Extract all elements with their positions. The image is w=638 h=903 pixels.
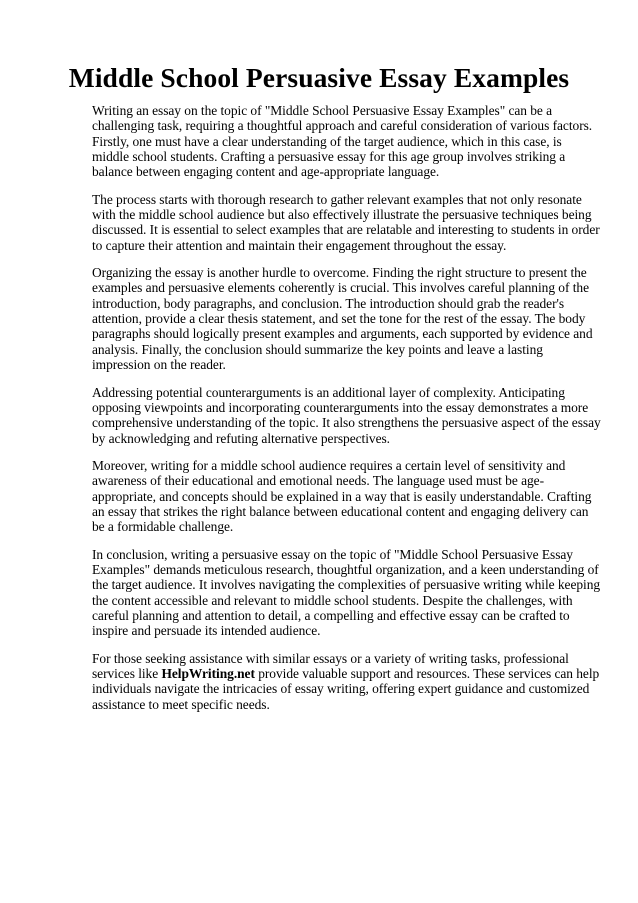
paragraph-organization: Organizing the essay is another hurdle to overcome. Finding the right structure to present the examples and persuasive elements coherently is crucial. This involves careful planning of the introduction, body paragraphs, and conclusion. The introduction should grab the reader's attention, provide a clear thesis statement, and set the tone for the rest of the essay. The body paragraphs should logically present examples and arguments, each supported by evidence and analysis. Finally, the conclusion should summarize the key points and leave a lasting impression on the reader. bbox=[92, 265, 593, 373]
assistance-text-before: For those seeking assistance with similar essays or a variety of writing tasks, professional services like bbox=[92, 650, 569, 681]
page-title: Middle School Persuasive Essay Examples bbox=[68, 62, 570, 93]
assistance-text-after: provide valuable support and resources. These services can help individuals navigate the intricacies of essay writing, offering expert guidance and customized assistance to meet specific needs. bbox=[92, 666, 600, 712]
paragraph-counterarguments: Addressing potential counterarguments is an additional layer of complexity. Anticipating opposing viewpoints and incorporating counterarguments into the essay demonstrates a more comprehensive understanding of the topic. It also strengthens the persuasive aspect of the essay by acknowledging and refuting alternative perspectives. bbox=[92, 384, 601, 446]
document-body bbox=[92, 103, 602, 724]
paragraph-research: The process starts with thorough research to gather relevant examples that not only resonate with the middle school audience but also effectively illustrate the persuasive techniques being discussed. It is essential to select examples that are relatable and interesting to students in order to capture their attention and maintain their engagement throughout the essay. bbox=[92, 191, 600, 253]
paragraph-assistance bbox=[92, 651, 602, 712]
helpwriting-link[interactable]: HelpWriting.net bbox=[161, 666, 255, 681]
paragraph-conclusion: In conclusion, writing a persuasive essay on the topic of "Middle School Persuasive Essay Examples" demands meticulous research, thoughtful organization, and a keen understanding of the target audience. It involves navigating the complexities of persuasive writing while keeping the content accessible and relevant to middle school students. Despite the challenges, with careful planning and attention to detail, a compelling and effective essay can be crafted to inspire and persuade its intended audience. bbox=[92, 546, 601, 639]
paragraph-intro: Writing an essay on the topic of "Middle School Persuasive Essay Examples" can be a challenging task, requiring a thoughtful approach and careful consideration of various factors. Firstly, one must have a clear understanding of the target audience, which in this case, is middle school students. Crafting a persuasive essay for this age group involves striking a balance between engaging content and age-appropriate language. bbox=[92, 103, 593, 180]
paragraph-audience: Moreover, writing for a middle school audience requires a certain level of sensitivity and awareness of their educational and emotional needs. The language used must be age-appropriate, and concepts should be explained in a way that is easily understandable. Crafting an essay that strikes the right balance between educational content and engaging delivery can be a formidable challenge. bbox=[92, 457, 592, 535]
